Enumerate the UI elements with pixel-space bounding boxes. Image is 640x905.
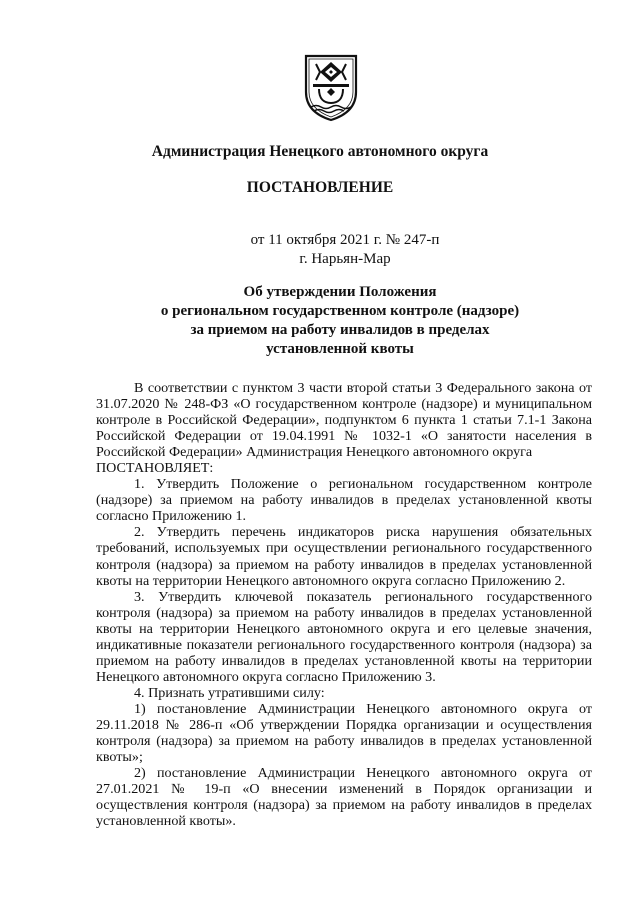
document-title [0, 283, 640, 359]
organization-name: Администрация Ненецкого автономного округа [151, 143, 489, 160]
title-line: Об утверждении Положения [243, 284, 437, 300]
document-city: г. Нарьян-Мар [299, 251, 391, 267]
document-body [96, 380, 592, 829]
title-line: за приемом на работу инвалидов в пределах [190, 322, 490, 338]
clause-1: 1. Утвердить Положение о региональном государственном контроле (надзоре) за приемом на работу инвалидов в пределах установленной квоты согласно Приложению 1. [96, 476, 592, 525]
clause-4-subitem-2: 2) постановление Администрации Ненецкого автономного округа от 27.01.2021 № 19-п «О внесении изменений в Порядок организации и осуществления контроля (надзора) за приемом на работу инвалидов в пределах установленной квоты». [96, 765, 592, 830]
title-line: установленной квоты [266, 341, 414, 357]
clause-2: 2. Утвердить перечень индикаторов риска нарушения обязательных требований, используемых при осуществлении регионального государственного контроля (надзора) за приемом на работу инвалидов в пределах установленной квоты на территории Ненецкого автономного округа согласно Приложению 2. [96, 524, 592, 589]
clause-4: 4. Признать утратившими силу: [134, 684, 325, 701]
document-type: ПОСТАНОВЛЕНИЕ [246, 179, 394, 196]
coat-of-arms-emblem-icon [302, 52, 360, 122]
clause-3: 3. Утвердить ключевой показатель регионального государственного контроля (надзора) за приемом на работу инвалидов в пределах установленной квоты на территории Ненецкого автономного округа и его целевые значения, индикативные показатели регионального государственного контроля (надзора) за приемом на работу инвалидов в пределах установленной квоты на территории Ненецкого автономного округа согласно Приложению 3. [96, 588, 592, 685]
resolves-heading: ПОСТАНОВЛЯЕТ: [96, 460, 214, 477]
document-date-number: от 11 октября 2021 г. № 247-п [250, 232, 440, 248]
clause-4-subitem-1: 1) постановление Администрации Ненецкого автономного округа от 29.11.2018 № 286-п «Об утверждении Порядка организации и осуществления контроля (надзора) за приемом на работу инвалидов в пределах установленной квоты»; [96, 700, 592, 766]
date-number-block [0, 231, 640, 269]
title-line: о региональном государственном контроле (надзоре) [160, 303, 520, 319]
preamble-paragraph: В соответствии с пунктом 3 части второй статьи 3 Федерального закона от 31.07.2020 № 248-ФЗ «О государственном контроле (надзоре) и муниципальном контроле в Российской Федерации», подпунктом 6 пункта 1 статьи 7.1-1 Закона Российской Федерации от 19.04.1991 № 1032-1 «О занятости населения в Российской Федерации» Администрация Ненецкого автономного округа [96, 380, 592, 461]
